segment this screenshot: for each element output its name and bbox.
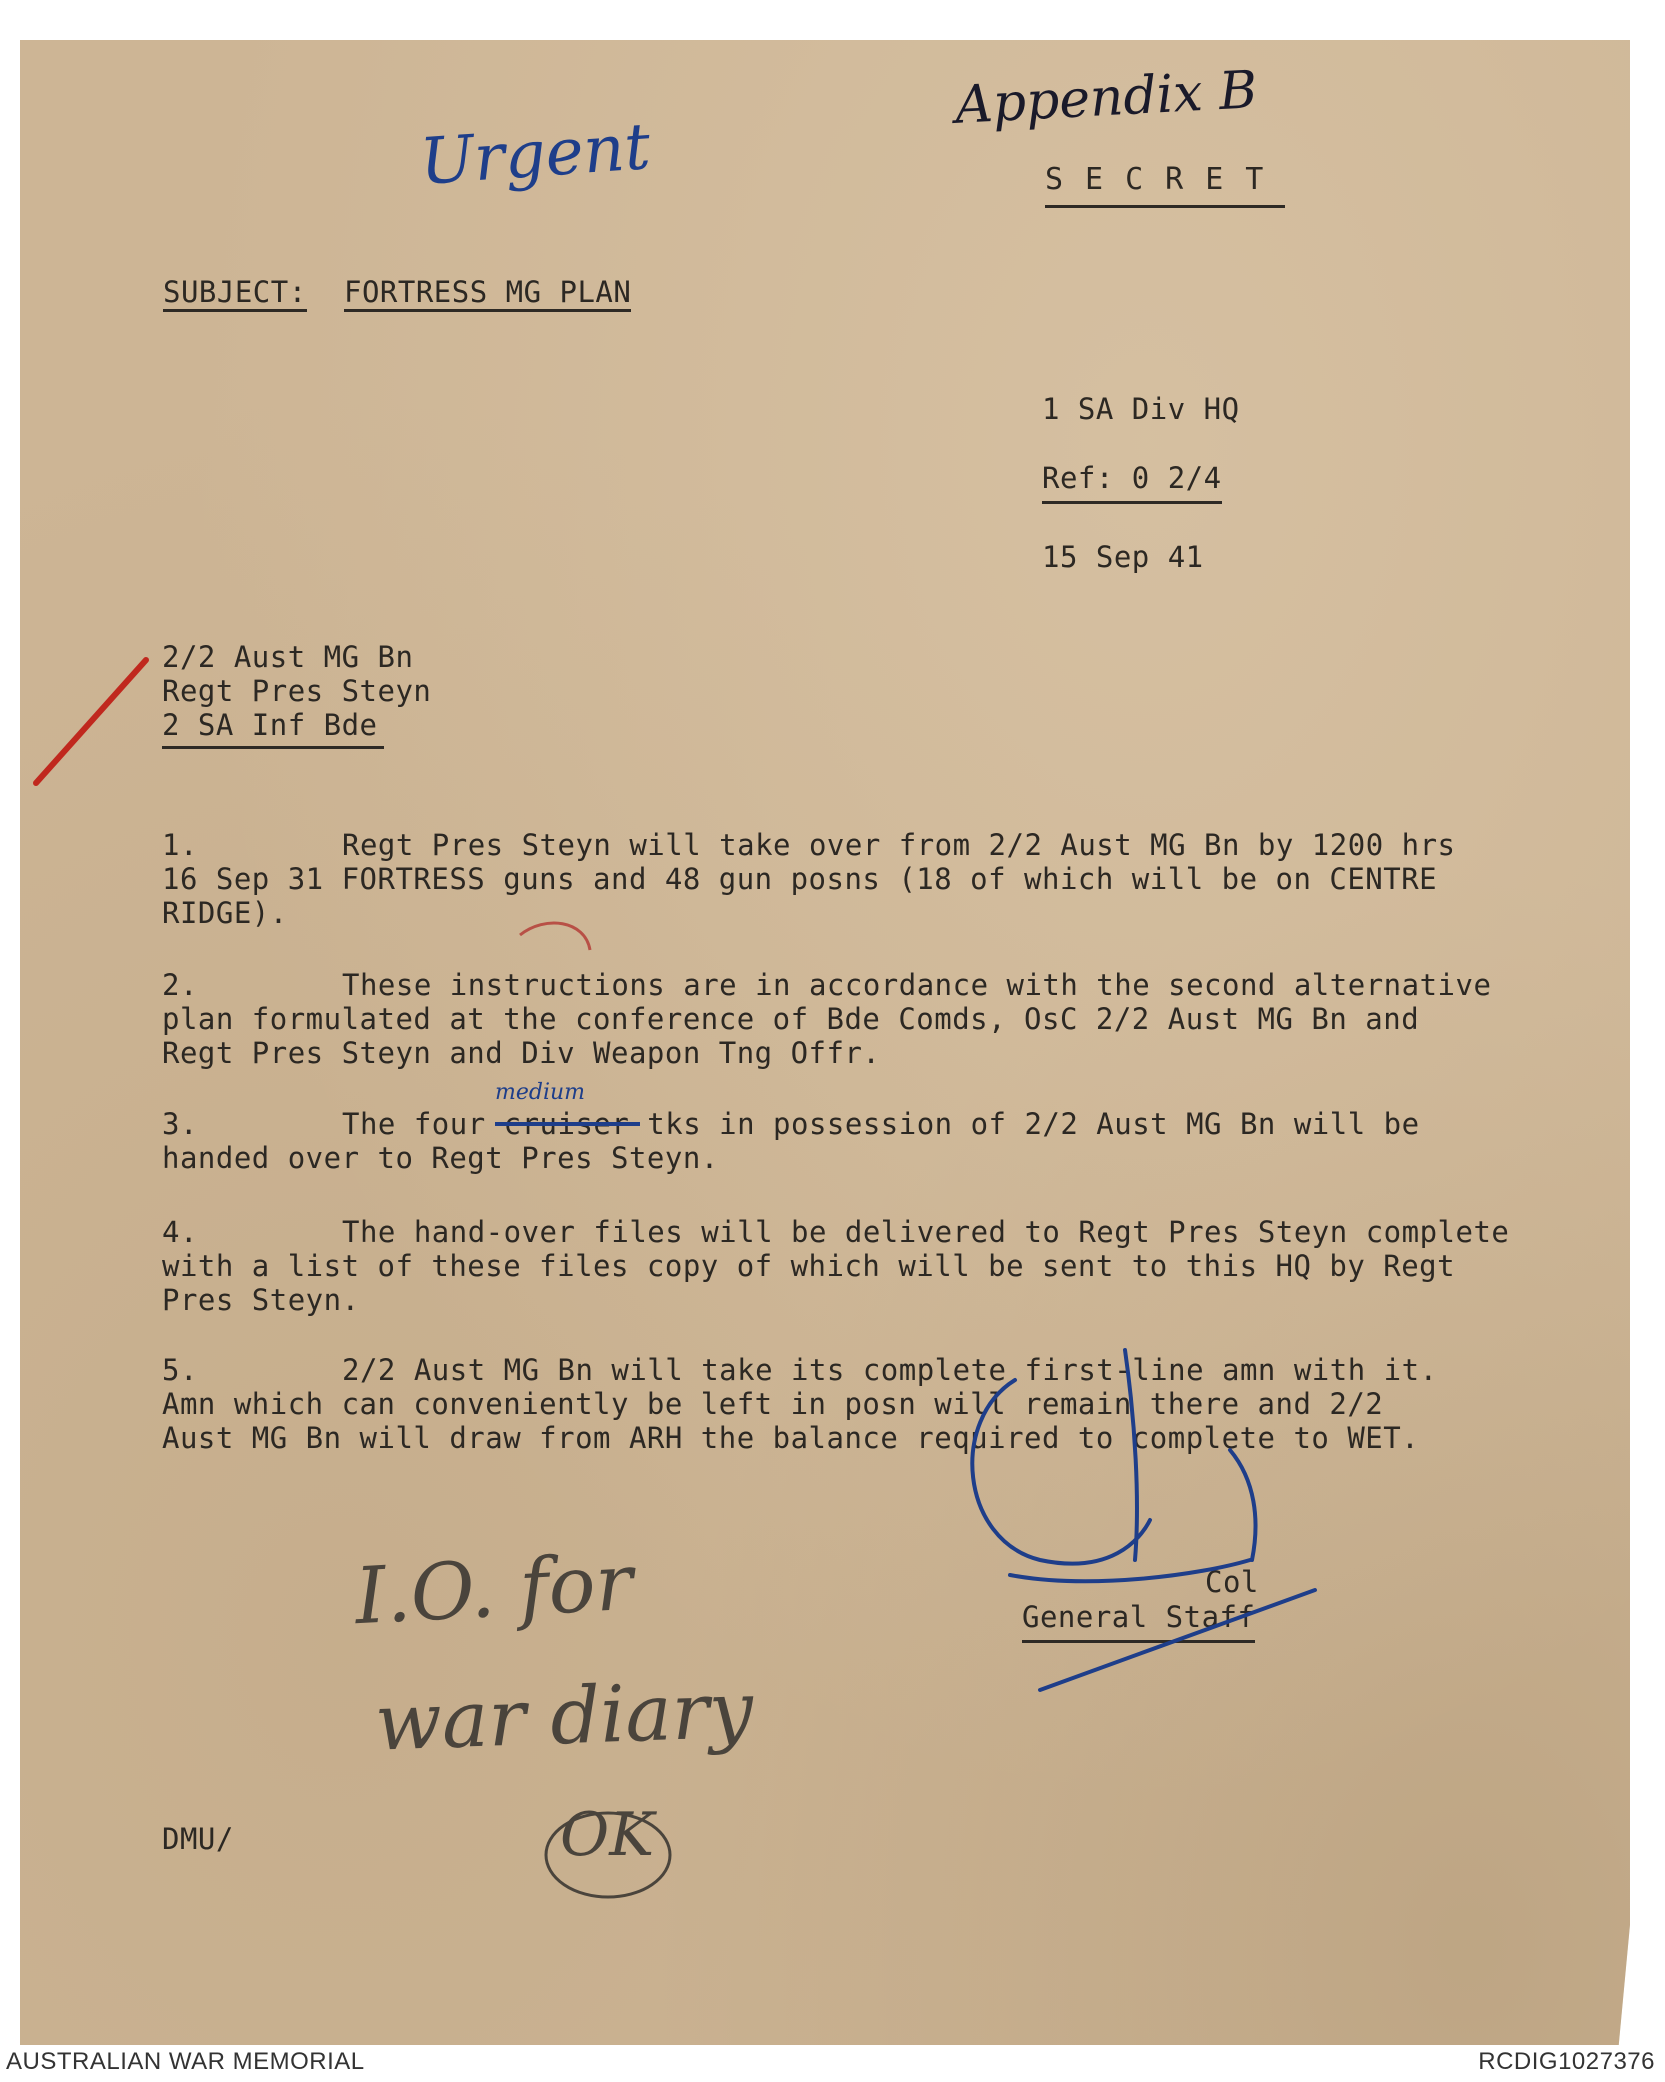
subject-text: FORTRESS MG PLAN [344,275,631,312]
urgent-annotation: Urgent [417,110,653,200]
recipient-list [162,640,431,749]
paragraph-3 [162,1107,1522,1175]
para-line: Aust MG Bn will draw from ARH the balance required to complete to WET. [162,1421,1420,1455]
para-number: 5. [162,1353,198,1387]
paragraph-4 [162,1215,1522,1317]
para-line [162,1215,1522,1249]
origin-hq: 1 SA Div HQ [1042,392,1240,426]
para-text: These instructions are in accordance with the second alternative [342,968,1492,1002]
reference-initials: DMU/ [162,1822,234,1856]
para-text: The hand-over files will be delivered to Regt Pres Steyn complete [342,1215,1510,1249]
paragraph-5 [162,1353,1522,1455]
para-line [162,1353,1522,1387]
recipient: 2 SA Inf Bde [162,708,384,749]
para-number: 1. [162,828,198,862]
para-line: plan formulated at the conference of Bde Comds, OsC 2/2 Aust MG Bn and [162,1002,1420,1036]
reference-number: Ref: 0 2/4 [1042,461,1222,504]
para-line [162,1107,1522,1141]
para-line: 16 Sep 31 FORTRESS guns and 48 gun posns (18 of which will be on CENTRE [162,862,1438,896]
para-number: 2. [162,968,198,1002]
archive-credit: AUSTRALIAN WAR MEMORIAL [6,2048,365,2075]
para-number: 3. [162,1107,198,1141]
appendix-annotation: Appendix B [953,60,1259,136]
para-line: handed over to Regt Pres Steyn. [162,1141,719,1175]
subject-label: SUBJECT: [163,275,307,312]
war-diary-initials: OK [560,1800,655,1870]
medium-annotation: medium [495,1080,586,1105]
para-line: with a list of these files copy of which will be sent to this HQ by Regt [162,1249,1456,1283]
para-number: 4. [162,1215,198,1249]
war-diary-note-line-1: I.O. for [352,1537,635,1643]
para-line: RIDGE). [162,896,288,930]
classification-marking: SECRET [1045,163,1285,208]
para-line [162,968,1522,1002]
para-line: Amn which can conveniently be left in posn will remain there and 2/2 [162,1387,1384,1421]
recipient: Regt Pres Steyn [162,674,432,708]
para-line: Regt Pres Steyn and Div Weapon Tng Offr. [162,1036,881,1070]
archive-reference: RCDIG1027376 [1478,2048,1655,2075]
para-text: Regt Pres Steyn will take over from 2/2 Aust MG Bn by 1200 hrs [342,828,1456,862]
para-line: Pres Steyn. [162,1283,360,1317]
signature-title: General Staff [1022,1600,1255,1643]
para-text: 2/2 Aust MG Bn will take its complete first-line amn with it. [342,1353,1438,1387]
signature-rank: Col [1205,1565,1259,1599]
paragraph-2 [162,968,1522,1070]
paragraph-1 [162,828,1522,930]
document-date: 15 Sep 41 [1042,540,1204,574]
recipient: 2/2 Aust MG Bn [162,640,414,674]
para-text: The four cruiser tks in possession of 2/2 Aust MG Bn will be [342,1107,1420,1141]
para-line [162,828,1522,862]
war-diary-note-line-2: war diary [373,1665,755,1769]
